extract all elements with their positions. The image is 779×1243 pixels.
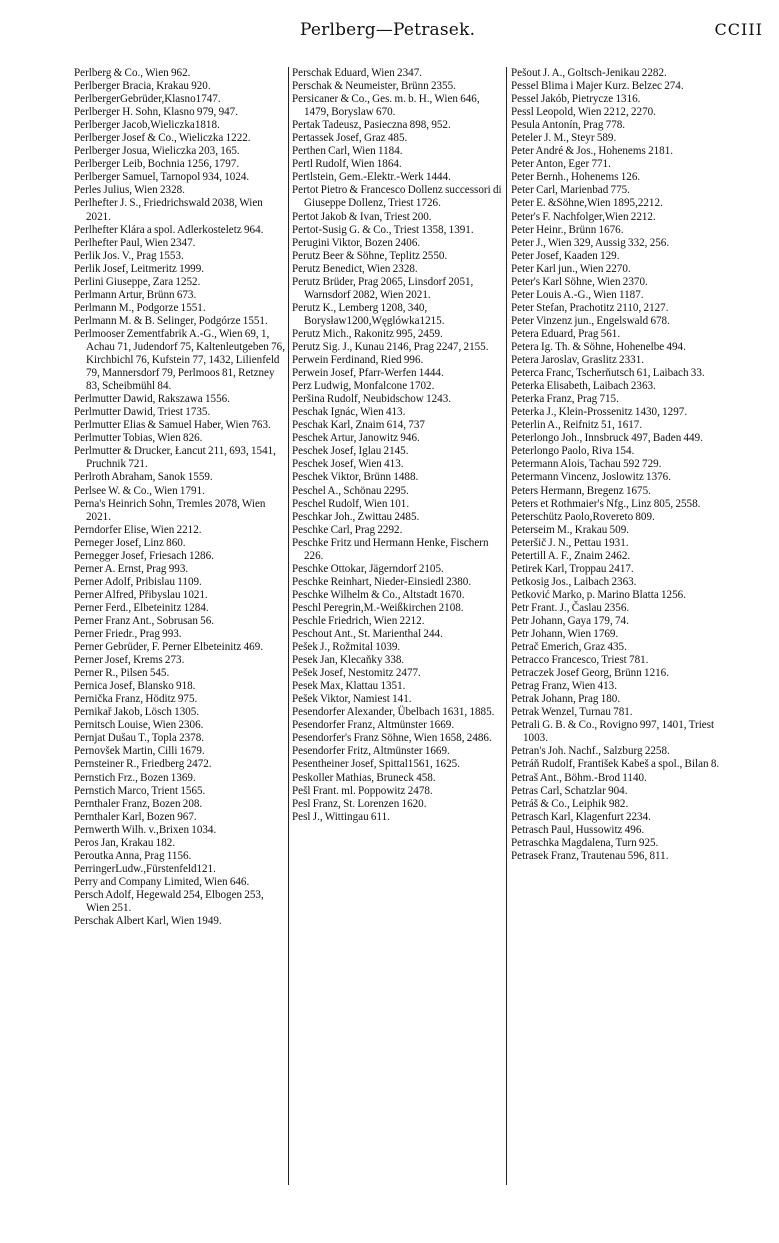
directory-entry: Perner Adolf, Pribislau 1109. xyxy=(74,575,202,588)
directory-entry: Peschl Peregrin,M.-Weißkirchen 2108. xyxy=(292,601,464,614)
directory-entry: Peskoller Mathias, Bruneck 458. xyxy=(292,771,436,784)
directory-entry: Perlik Josef, Leitmeritz 1999. xyxy=(74,262,205,275)
directory-entry: Persicaner & Co., Ges. m. b. H., Wien 646, 1479, Boryslaw 670. xyxy=(292,93,480,119)
directory-entry: Petera Jaroslav, Graslitz 2331. xyxy=(511,354,645,367)
directory-entry: Pernovšek Martin, Cilli 1679. xyxy=(74,745,205,758)
directory-entry: Peschle Friedrich, Wien 2212. xyxy=(292,614,425,627)
directory-entry: Perlsee W. & Co., Wien 1791. xyxy=(74,484,205,497)
directory-entry: Perlmutter Tobias, Wien 826. xyxy=(74,432,203,445)
directory-entry: Perlberger Bracia, Krakau 920. xyxy=(74,80,211,93)
directory-column-1 xyxy=(74,67,288,928)
directory-entry: Petr Johann, Gaya 179, 74. xyxy=(511,614,629,627)
page-title: Perlberg—Petrasek. xyxy=(300,20,476,40)
directory-entry: Pertak Tadeusz, Pasieczna 898, 952. xyxy=(292,119,451,132)
directory-entry: Perwein Ferdinand, Ried 996. xyxy=(292,354,424,367)
directory-entry: Petráň Rudolf, František Kabeš a spol., Bilan 8. xyxy=(511,758,720,771)
directory-entry: Perner Alfred, Přibyslau 1021. xyxy=(74,588,208,601)
directory-entry: Petraš Ant., Böhm.-Brod 1140. xyxy=(511,771,647,784)
directory-entry: Pernegger Josef, Friesach 1286. xyxy=(74,549,214,562)
directory-entry: Pesendorfer Alexander, Übelbach 1631, 1885. xyxy=(292,706,495,719)
directory-entry: Pesek Jan, Klecaňky 338. xyxy=(292,654,405,667)
directory-entry: Persch Adolf, Hegewald 254, Elbogen 253, Wien 251. xyxy=(74,888,264,914)
directory-entry: Perles Julius, Wien 2328. xyxy=(74,184,185,197)
directory-entry: Peterca Franc, Tscherňutsch 61, Laibach 33. xyxy=(511,367,705,380)
directory-entry: Perz Ludwig, Monfalcone 1702. xyxy=(292,380,435,393)
directory-entry: Peterlongo Joh., Innsbruck 497, Baden 449. xyxy=(511,432,703,445)
directory-entry: Peschke Fritz und Hermann Henke, Fischern 226. xyxy=(292,536,489,562)
directory-entry: Peros Jan, Krakau 182. xyxy=(74,836,176,849)
directory-entry: Pesendorfer's Franz Söhne, Wien 1658, 2486. xyxy=(292,732,492,745)
directory-entry: Petković Marko, p. Marino Blatta 1256. xyxy=(511,588,686,601)
directory-entry: Petermann Vincenz, Joslowitz 1376. xyxy=(511,471,671,484)
directory-entry: Pesek Max, Klattau 1351. xyxy=(292,680,406,693)
directory-entry: Peter Anton, Eger 771. xyxy=(511,158,611,171)
directory-entry: Peschel A., Schönau 2295. xyxy=(292,484,409,497)
directory-entry: Pesendorfer Fritz, Altmünster 1669. xyxy=(292,745,450,758)
directory-entry: Peterka Franz, Prag 715. xyxy=(511,393,619,406)
directory-entry: Perner Gebrüder, F. Perner Elbeteinitz 469. xyxy=(74,641,264,654)
directory-entry: Perlberg & Co., Wien 962. xyxy=(74,67,191,79)
directory-entry: Perlmooser Zementfabrik A.-G., Wien 69, 1, Achau 71, Judendorf 75, Kaltenleutgeben 76, Kirchbichl 76, Kufstein 77, 1432, Lilienfeld 79, Mannersdorf 79, Perlmoos 81, Retzney 83, Scheibmühl 84. xyxy=(74,327,285,393)
directory-entry: Pešek J., Rožmital 1039. xyxy=(292,641,401,654)
directory-entry: Perndorfer Elise, Wien 2212. xyxy=(74,523,202,536)
directory-entry: Peršina Rudolf, Neubidschow 1243. xyxy=(292,393,452,406)
directory-entry: Peter Josef, Kaaden 129. xyxy=(511,249,620,262)
directory-entry: Pernthaler Karl, Bozen 967. xyxy=(74,810,197,823)
directory-entry: Petran's Joh. Nachf., Salzburg 2258. xyxy=(511,745,670,758)
directory-entry: Peter André & Jos., Hohenems 2181. xyxy=(511,145,674,158)
directory-entry: Pesl Franz, St. Lorenzen 1620. xyxy=(292,797,427,810)
directory-entry: Petirek Karl, Troppau 2417. xyxy=(511,562,634,575)
directory-entry: Peteler J. M., Steyr 589. xyxy=(511,132,617,145)
directory-entry: Pertot-Susig G. & Co., Triest 1358, 1391. xyxy=(292,223,474,236)
directory-entry: Pernica Josef, Blansko 918. xyxy=(74,680,196,693)
directory-entry: Perlmutter Dawid, Triest 1735. xyxy=(74,406,211,419)
directory-entry: Pešek Josef, Nestomitz 2477. xyxy=(292,667,421,680)
directory-entry: Petkosig Jos., Laibach 2363. xyxy=(511,575,637,588)
directory-entry: Pessl Leopold, Wien 2212, 2270. xyxy=(511,106,656,119)
directory-entry: Pesula Antonín, Prag 778. xyxy=(511,119,626,132)
directory-entry: Peschek Josef, Wien 413. xyxy=(292,458,404,471)
directory-entry: Pertassek Josef, Graz 485. xyxy=(292,132,408,145)
directory-entry: Peschel Rudolf, Wien 101. xyxy=(292,497,410,510)
directory-entry: Peschke Ottokar, Jägerndorf 2105. xyxy=(292,562,444,575)
directory-entry: Pernstich Frz., Bozen 1369. xyxy=(74,771,196,784)
directory-entry: Peteršič J. N., Pettau 1931. xyxy=(511,536,629,549)
directory-entry: Peter Stefan, Prachotitz 2110, 2127. xyxy=(511,301,669,314)
directory-entry: Peschek Josef, Iglau 2145. xyxy=(292,445,409,458)
directory-entry: Perner R., Pilsen 545. xyxy=(74,667,170,680)
directory-entry: Petrasch Paul, Hussowitz 496. xyxy=(511,823,645,836)
directory-entry: Petracco Francesco, Triest 781. xyxy=(511,654,649,667)
directory-entry: Perlik Jos. V., Prag 1553. xyxy=(74,249,184,262)
directory-entry: Petera Eduard, Prag 561. xyxy=(511,327,621,340)
directory-entry: Petrasch Karl, Klagenfurt 2234. xyxy=(511,810,651,823)
directory-entry: Perlberger Leib, Bochnia 1256, 1797. xyxy=(74,158,240,171)
directory-entry: Pešout J. A., Goltsch-Jenikau 2282. xyxy=(511,67,667,79)
directory-entry: Peterlin A., Reifnitz 51, 1617. xyxy=(511,419,643,432)
directory-entry: Pernstich Marco, Trient 1565. xyxy=(74,784,206,797)
directory-entry: Peter Karl jun., Wien 2270. xyxy=(511,262,631,275)
directory-column-3 xyxy=(511,67,723,863)
directory-entry: Petertill A. F., Znaim 2462. xyxy=(511,549,631,562)
directory-entry: Petr Johann, Wien 1769. xyxy=(511,628,619,641)
directory-entry: Petr Frant. J., Časlau 2356. xyxy=(511,601,630,614)
directory-entry: Perlberger Samuel, Tarnopol 934, 1024. xyxy=(74,171,250,184)
directory-entry: Pesentheiner Josef, Spittal1561, 1625. xyxy=(292,758,460,771)
directory-entry: Perutz Beer & Söhne, Teplitz 2550. xyxy=(292,249,448,262)
directory-entry: Perlhefter J. S., Friedrichswald 2038, Wien 2021. xyxy=(74,197,263,223)
directory-entry: Pešl Frant. ml. Poppowitz 2478. xyxy=(292,784,433,797)
directory-entry: Perner Josef, Krems 273. xyxy=(74,654,185,667)
directory-entry: Perutz Sig. J., Kunau 2146, Prag 2247, 2155. xyxy=(292,340,489,353)
directory-entry: Perlmutter & Drucker, Łancut 211, 693, 1541, Pruchnik 721. xyxy=(74,445,276,471)
directory-entry: Peschout Ant., St. Marienthal 244. xyxy=(292,628,443,641)
directory-entry: Pernitsch Louise, Wien 2306. xyxy=(74,719,204,732)
directory-entry: Peterlongo Paolo, Riva 154. xyxy=(511,445,635,458)
directory-entry: Pertot Pietro & Francesco Dollenz successori di Giuseppe Dollenz, Triest 1726. xyxy=(292,184,502,210)
directory-entry: Petrač Emerich, Graz 435. xyxy=(511,641,627,654)
directory-entry: Peterschütz Paolo,Rovereto 809. xyxy=(511,510,655,523)
directory-entry: Perutz Benedict, Wien 2328. xyxy=(292,262,418,275)
directory-entry: Peterka Elisabeth, Laibach 2363. xyxy=(511,380,656,393)
directory-entry: Peter's F. Nachfolger,Wien 2212. xyxy=(511,210,656,223)
directory-entry: Peter Vinzenz jun., Engelswald 678. xyxy=(511,314,670,327)
directory-entry: Peter E. &Söhne,Wien 1895,2212. xyxy=(511,197,663,210)
directory-entry: Peschek Artur, Janowitz 946. xyxy=(292,432,420,445)
directory-entry: Peter Bernh., Hohenems 126. xyxy=(511,171,641,184)
directory-entry: Pesl J., Wittingau 611. xyxy=(292,810,390,823)
directory-entry: Peschke Carl, Prag 2292. xyxy=(292,523,403,536)
directory-entry: Petrasek Franz, Trautenau 596, 811. xyxy=(511,849,669,862)
directory-entry: Pernsteiner R., Friedberg 2472. xyxy=(74,758,212,771)
directory-entry: Perner Friedr., Prag 993. xyxy=(74,628,182,641)
directory-entry: Perlroth Abraham, Sanok 1559. xyxy=(74,471,213,484)
directory-entry: Petermann Alois, Tachau 592 729. xyxy=(511,458,662,471)
directory-entry: Perna's Heinrich Sohn, Tremles 2078, Wien 2021. xyxy=(74,497,266,523)
directory-entry: Perlberger Jacob,Wieliczka1818. xyxy=(74,119,220,132)
directory-entry: Peroutka Anna, Prag 1156. xyxy=(74,849,192,862)
directory-entry: Perschak & Neumeister, Brünn 2355. xyxy=(292,80,456,93)
directory-entry: Perlmann M., Podgorze 1551. xyxy=(74,301,206,314)
directory-entry: Perry and Company Limited, Wien 646. xyxy=(74,875,250,888)
directory-entry: Pessel Jakób, Pietrycze 1316. xyxy=(511,93,641,106)
directory-entry: Peter's Karl Söhne, Wien 2370. xyxy=(511,275,648,288)
directory-entry: Perlmutter Elias & Samuel Haber, Wien 763. xyxy=(74,419,271,432)
directory-entry: Peter Louis A.-G., Wien 1187. xyxy=(511,288,644,301)
directory-entry: Peschak Karl, Znaim 614, 737 xyxy=(292,419,425,432)
directory-entry: Peterseim M., Krakau 509. xyxy=(511,523,630,536)
directory-entry: Perlhefter Klára a spol. Adlerkosteletz 964. xyxy=(74,223,264,236)
directory-entry: Peter Heinr., Brünn 1676. xyxy=(511,223,624,236)
directory-entry: Pertlstein, Gem.-Elektr.-Werk 1444. xyxy=(292,171,451,184)
directory-entry: Peschkar Joh., Zwittau 2485. xyxy=(292,510,420,523)
directory-entry: Perlhefter Paul, Wien 2347. xyxy=(74,236,196,249)
directory-entry: Petras Carl, Schatzlar 904. xyxy=(511,784,628,797)
directory-entry: Pernjat Dušau T., Topla 2378. xyxy=(74,732,205,745)
directory-entry: Perugini Viktor, Bozen 2406. xyxy=(292,236,421,249)
directory-entry: Perlmann Artur, Brünn 673. xyxy=(74,288,197,301)
directory-entry: Peter J., Wien 329, Aussig 332, 256. xyxy=(511,236,670,249)
directory-entry: Perschak Albert Karl, Wien 1949. xyxy=(74,915,222,928)
directory-entry: Perner A. Ernst, Prag 993. xyxy=(74,562,189,575)
directory-entry: Petraczek Josef Georg, Brünn 1216. xyxy=(511,667,669,680)
directory-entry: Pessel Blima i Majer Kurz. Belzec 274. xyxy=(511,80,684,93)
directory-entry: Peschak Ignác, Wien 413. xyxy=(292,406,406,419)
directory-entry: Peters Hermann, Bregenz 1675. xyxy=(511,484,651,497)
directory-entry: Pernwerth Wilh. v.,Brixen 1034. xyxy=(74,823,217,836)
directory-entry: Pernikař Jakob, Lösch 1305. xyxy=(74,706,200,719)
directory-column-2 xyxy=(292,67,504,824)
directory-entry: Peschek Viktor, Brünn 1488. xyxy=(292,471,419,484)
directory-entry: Peschke Reinhart, Nieder-Einsiedl 2380. xyxy=(292,575,472,588)
directory-entry: Petera Ig. Th. & Söhne, Hohenelbe 494. xyxy=(511,340,686,353)
directory-entry: Pertl Rudolf, Wien 1864. xyxy=(292,158,402,171)
directory-entry: Perschak Eduard, Wien 2347. xyxy=(292,67,423,79)
page-number: CCIII xyxy=(714,20,763,39)
directory-entry: Pesendorfer Franz, Altmünster 1669. xyxy=(292,719,455,732)
directory-entry: Petrag Franz, Wien 413. xyxy=(511,680,617,693)
directory-entry: Peterka J., Klein-Prossenitz 1430, 1297. xyxy=(511,406,688,419)
directory-entry: Perlberger H. Sohn, Klasno 979, 947. xyxy=(74,106,238,119)
directory-entry: Perlini Giuseppe, Zara 1252. xyxy=(74,275,201,288)
directory-entry: Perner Ferd., Elbeteinitz 1284. xyxy=(74,601,209,614)
directory-entry: Petraschka Magdalena, Turn 925. xyxy=(511,836,659,849)
directory-entry: Petrali G. B. & Co., Rovigno 997, 1401, Triest 1003. xyxy=(511,719,715,745)
directory-entry: Petrak Johann, Prag 180. xyxy=(511,693,621,706)
directory-entry: Perneger Josef, Linz 860. xyxy=(74,536,186,549)
directory-entry: Perlmann M. & B. Selinger, Podgórze 1551. xyxy=(74,314,268,327)
directory-entry: PerringerLudw.,Fürstenfeld121. xyxy=(74,862,216,875)
directory-entry: Peters et Rothmaier's Nfg., Linz 805, 2558. xyxy=(511,497,701,510)
directory-entry: Perthen Carl, Wien 1184. xyxy=(292,145,403,158)
directory-entry: Perner Franz Ant., Sobrusan 56. xyxy=(74,614,215,627)
directory-entry: Pešek Viktor, Namiest 141. xyxy=(292,693,412,706)
directory-entry: Petráš & Co., Leiphik 982. xyxy=(511,797,629,810)
directory-entry: Petrak Wenzel, Turnau 781. xyxy=(511,706,633,719)
directory-entry: Pernthaler Franz, Bozen 208. xyxy=(74,797,203,810)
directory-columns xyxy=(0,67,779,1217)
page-header xyxy=(0,20,779,46)
directory-entry: Perutz Mich., Rakonitz 995, 2459. xyxy=(292,327,443,340)
directory-entry: Pernička Franz, Höditz 975. xyxy=(74,693,198,706)
directory-entry: Pertot Jakob & Ivan, Triest 200. xyxy=(292,210,432,223)
directory-entry: Perutz K., Lemberg 1208, 340, Borysław1200,Węglówka1215. xyxy=(292,301,445,327)
directory-entry: Perlberger Josua, Wieliczka 203, 165. xyxy=(74,145,240,158)
directory-entry: Perlmutter Dawid, Rakszawa 1556. xyxy=(74,393,230,406)
directory-entry: Perlberger Josef & Co., Wieliczka 1222. xyxy=(74,132,251,145)
directory-entry: Peschke Wilhelm & Co., Altstadt 1670. xyxy=(292,588,465,601)
directory-entry: Peter Carl, Marienbad 775. xyxy=(511,184,630,197)
directory-entry: Perutz Brüder, Prag 2065, Linsdorf 2051, Warnsdorf 2082, Wien 2021. xyxy=(292,275,474,301)
directory-entry: PerlbergerGebrüder,Klasno1747. xyxy=(74,93,221,106)
directory-entry: Perwein Josef, Pfarr-Werfen 1444. xyxy=(292,367,444,380)
